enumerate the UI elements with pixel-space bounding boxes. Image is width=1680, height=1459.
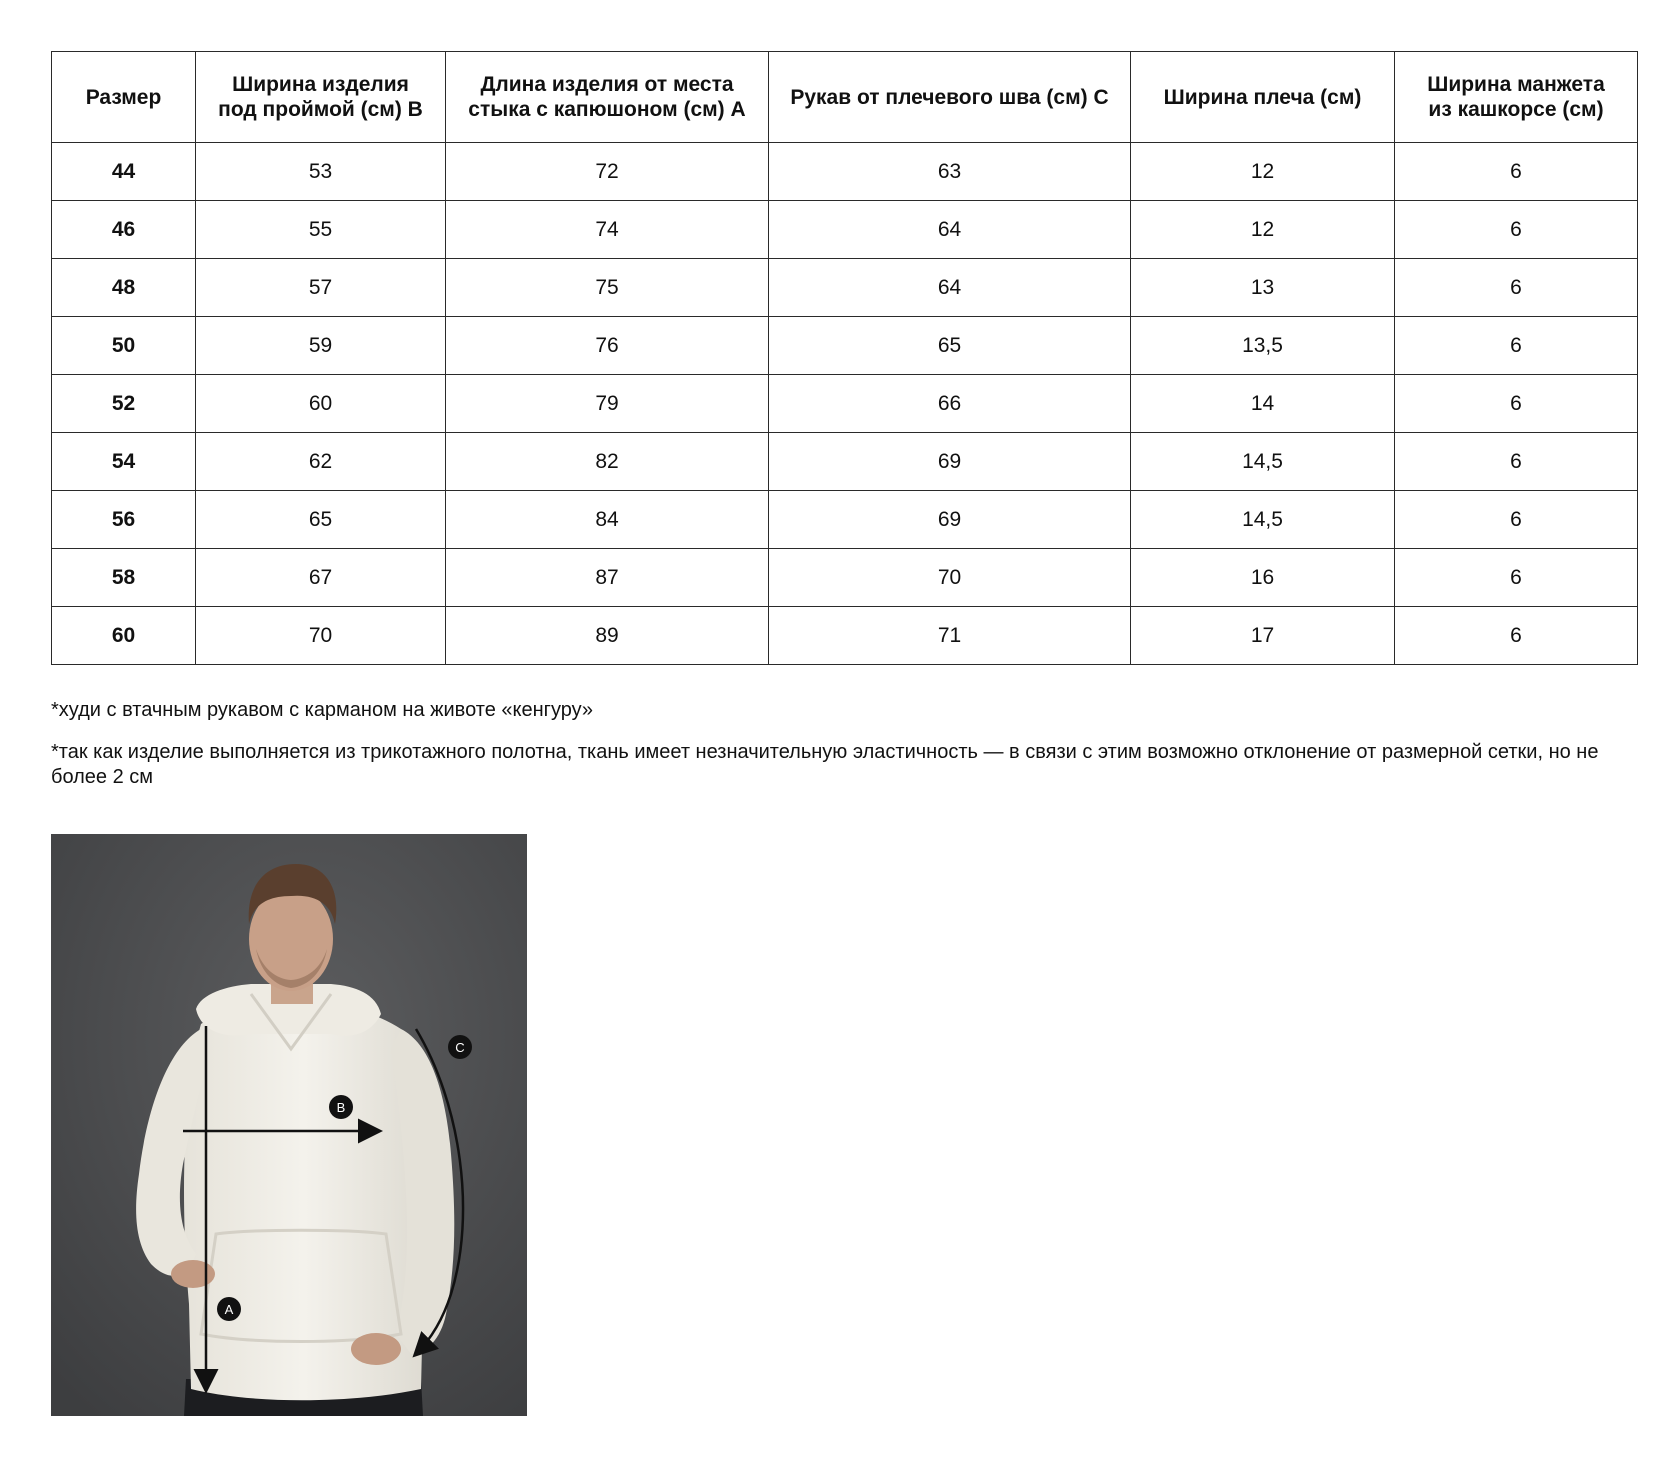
cell-cuff-width: 6 xyxy=(1395,375,1638,433)
marker-a-label: A xyxy=(224,1302,234,1317)
marker-c-label: C xyxy=(455,1040,465,1055)
cell-shoulder-width: 12 xyxy=(1131,201,1395,259)
cell-length-a: 87 xyxy=(446,549,769,607)
cell-size: 48 xyxy=(52,259,196,317)
cell-sleeve-c: 63 xyxy=(769,143,1131,201)
cell-size: 46 xyxy=(52,201,196,259)
table-row xyxy=(52,143,1638,201)
cell-cuff-width: 6 xyxy=(1395,143,1638,201)
cell-sleeve-c: 71 xyxy=(769,607,1131,665)
cell-length-a: 75 xyxy=(446,259,769,317)
header-size: Размер xyxy=(52,52,196,143)
cell-width-b: 59 xyxy=(196,317,446,375)
cell-shoulder-width: 13 xyxy=(1131,259,1395,317)
hoodie-measurement-photo xyxy=(51,834,527,1416)
cell-size: 60 xyxy=(52,607,196,665)
cell-width-b: 70 xyxy=(196,607,446,665)
cell-length-a: 89 xyxy=(446,607,769,665)
cell-size: 54 xyxy=(52,433,196,491)
cell-sleeve-c: 66 xyxy=(769,375,1131,433)
marker-b-label: B xyxy=(336,1100,346,1115)
cell-width-b: 53 xyxy=(196,143,446,201)
cell-length-a: 74 xyxy=(446,201,769,259)
cell-cuff-width: 6 xyxy=(1395,317,1638,375)
size-chart-table xyxy=(51,51,1638,665)
cell-sleeve-c: 65 xyxy=(769,317,1131,375)
cell-cuff-width: 6 xyxy=(1395,433,1638,491)
header-cuff-width: Ширина манжета из кашкорсе (см) xyxy=(1395,52,1638,143)
cell-sleeve-c: 64 xyxy=(769,259,1131,317)
cell-shoulder-width: 13,5 xyxy=(1131,317,1395,375)
cell-cuff-width: 6 xyxy=(1395,491,1638,549)
cell-cuff-width: 6 xyxy=(1395,607,1638,665)
cell-width-b: 67 xyxy=(196,549,446,607)
header-length-a: Длина изделия от места стыка с капюшоном (см) A xyxy=(446,52,769,143)
table-row xyxy=(52,607,1638,665)
cell-sleeve-c: 70 xyxy=(769,549,1131,607)
table-row xyxy=(52,433,1638,491)
cell-sleeve-c: 69 xyxy=(769,491,1131,549)
cell-width-b: 60 xyxy=(196,375,446,433)
cell-shoulder-width: 14,5 xyxy=(1131,491,1395,549)
cell-sleeve-c: 64 xyxy=(769,201,1131,259)
cell-cuff-width: 6 xyxy=(1395,549,1638,607)
table-row xyxy=(52,375,1638,433)
table-row xyxy=(52,491,1638,549)
cell-cuff-width: 6 xyxy=(1395,259,1638,317)
cell-size: 56 xyxy=(52,491,196,549)
table-row xyxy=(52,549,1638,607)
table-row xyxy=(52,317,1638,375)
cell-size: 52 xyxy=(52,375,196,433)
cell-width-b: 62 xyxy=(196,433,446,491)
cell-width-b: 55 xyxy=(196,201,446,259)
table-row xyxy=(52,201,1638,259)
cell-width-b: 65 xyxy=(196,491,446,549)
model-left-hand xyxy=(171,1260,215,1288)
table-row xyxy=(52,259,1638,317)
note-elasticity: *так как изделие выполняется из трикотажного полотна, ткань имеет незначительную эластичность — в связи с этим возможно отклонение от размерной сетки, но не более 2 см xyxy=(51,741,1599,788)
cell-size: 50 xyxy=(52,317,196,375)
note-hoodie-type: *худи с втачным рукавом с карманом на животе «кенгуру» xyxy=(51,699,593,721)
cell-shoulder-width: 14 xyxy=(1131,375,1395,433)
header-shoulder-width: Ширина плеча (см) xyxy=(1131,52,1395,143)
marker-b xyxy=(329,1095,353,1119)
model-right-hand xyxy=(351,1333,401,1365)
marker-c xyxy=(448,1035,472,1059)
cell-shoulder-width: 14,5 xyxy=(1131,433,1395,491)
table-body xyxy=(52,143,1638,665)
header-sleeve-c: Рукав от плечевого шва (см) C xyxy=(769,52,1131,143)
cell-length-a: 82 xyxy=(446,433,769,491)
header-width-b: Ширина изделия под проймой (см) B xyxy=(196,52,446,143)
cell-width-b: 57 xyxy=(196,259,446,317)
cell-sleeve-c: 69 xyxy=(769,433,1131,491)
cell-shoulder-width: 17 xyxy=(1131,607,1395,665)
cell-cuff-width: 6 xyxy=(1395,201,1638,259)
cell-shoulder-width: 16 xyxy=(1131,549,1395,607)
cell-shoulder-width: 12 xyxy=(1131,143,1395,201)
cell-length-a: 76 xyxy=(446,317,769,375)
cell-length-a: 84 xyxy=(446,491,769,549)
cell-size: 58 xyxy=(52,549,196,607)
cell-length-a: 72 xyxy=(446,143,769,201)
cell-length-a: 79 xyxy=(446,375,769,433)
marker-a xyxy=(217,1297,241,1321)
cell-size: 44 xyxy=(52,143,196,201)
table-header-row xyxy=(52,52,1638,143)
